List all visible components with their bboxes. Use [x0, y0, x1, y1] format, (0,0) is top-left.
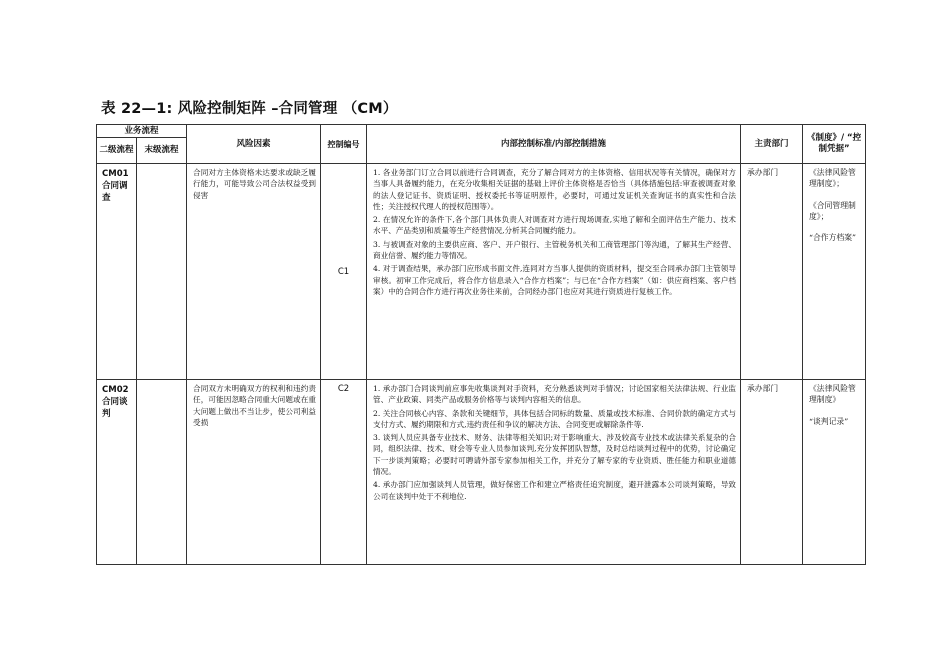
evidence-item: 《法律风险管理制度》	[809, 384, 856, 405]
header-business-flow: 业务流程	[97, 125, 187, 138]
header-end-flow: 末级流程	[137, 138, 187, 164]
control-measure: 3. 与被调查对象的主要供应商、客户、开户银行、主管税务机关和工商管理部门等沟通，了解其生产经营、商业信誉、履约能力等情况。	[373, 239, 737, 261]
process-name: 合同谈判	[102, 397, 128, 419]
process-name: 合同调查	[102, 181, 128, 203]
header-responsible-dept: 主责部门	[741, 125, 803, 164]
process-code-cell	[97, 164, 137, 380]
control-measure: 2. 在情况允许的条件下,各个部门具体负责人对调查对方进行现场调查,实地了解和全面评估生产能力、技术水平、产品类别和质量等生产经营情况,分析其合同履约能力。	[373, 215, 737, 236]
header-level2-flow: 二级流程	[97, 138, 137, 164]
institution-evidence-cell	[803, 380, 866, 565]
header-risk-factor: 风险因素	[187, 125, 321, 164]
risk-factor-cell: 合同对方主体资格未达要求或缺乏履行能力，可能导致公司合法权益受到侵害	[187, 164, 321, 380]
evidence-item: 《法律风险管理制度》；	[809, 168, 856, 189]
responsible-dept-cell: 承办部门	[741, 164, 803, 380]
control-measure: 1. 各业务部门订立合同以前进行合同调查，充分了解合同对方的主体资格、信用状况等有关情况，确保对方当事人具备履约能力，在充分收集相关证据的基础上评价主体资格是否恰当（具体措施包括:审查被调查对象的法人登记证书、资质证明、授权委托书等证明原件，必要时，可通过发证机关查询证书的真实性和合法性；关注授权代理人的授权范围等）。	[373, 168, 737, 211]
responsible-dept-cell: 承办部门	[741, 380, 803, 565]
table-row	[97, 380, 866, 565]
evidence-item: “谈判记录”	[809, 416, 849, 426]
institution-evidence-cell	[803, 164, 866, 380]
header-internal-control: 内部控制标准/内部控制措施	[367, 125, 741, 164]
end-flow-cell	[137, 164, 187, 380]
end-flow-cell	[137, 380, 187, 565]
control-measures-cell	[367, 380, 741, 565]
control-measure: 4. 承办部门应加强谈判人员管理，做好保密工作和建立严格责任追究制度，避开泄露本公司谈判策略，导致公司在谈判中处于不利地位.	[373, 480, 737, 501]
process-code: CM01	[102, 169, 129, 179]
evidence-item: “合作方档案”	[809, 233, 856, 243]
process-code-cell	[97, 380, 137, 565]
control-no-cell: C1	[321, 164, 367, 380]
process-code: CM02	[102, 385, 129, 395]
control-measure: 4. 对于调查结果，承办部门应形成书面文件,连同对方当事人提供的资质材料，提交至合同承办部门主管领导审核。初审工作完成后，将合作方信息录入“合作方档案”；与已在“合作方档案”（如：供应商档案、客户档案）中的合同合作方进行再次业务往来前，合同经办部门也应对其进行资质进行复核工作。	[373, 264, 737, 296]
table-row	[97, 164, 866, 380]
evidence-item: 《合同管理制度》；	[809, 200, 856, 221]
risk-control-matrix	[96, 124, 866, 565]
control-measures-cell	[367, 164, 741, 380]
header-control-no: 控制编号	[321, 125, 367, 164]
risk-factor-cell: 合同双方未明确双方的权利和违约责任，可能因忽略合同重大问题或在重大问题上做出不当让步，使公司利益受损	[187, 380, 321, 565]
control-no-cell: C2	[321, 380, 367, 565]
control-measure: 3. 谈判人员应具备专业技术、财务、法律等相关知识;对于影响重大、涉及较高专业技术或法律关系复杂的合同，组织法律、技术、财会等专业人员参加谈判,充分发挥团队智慧，及时总结谈判过程中的优势，讨论确定下一步谈判策略；必要时可聘请外部专家参加相关工作，并充分了解专家的专业资质、胜任能力和职业道德情况。	[373, 433, 737, 477]
control-measure: 1. 承办部门合同谈判前应事先收集谈判对手资料，充分熟悉谈判对手情况；讨论国家相关法律法规、行业监管、产业政策、同类产品或服务价格等与谈判内容相关的信息。	[373, 384, 737, 405]
page-title: 表 22—1: 风险控制矩阵 –合同管理 （CM）	[101, 101, 398, 117]
control-measure: 2. 关注合同核心内容、条款和关键细节，具体包括合同标的数量、质量或技术标准、合同价款的确定方式与支付方式、履约期限和方式,违约责任和争议的解决方法、合同变更或解除条件等.	[373, 408, 737, 429]
header-institution-evidence: 《制度》/ “控制凭据”	[803, 125, 866, 164]
